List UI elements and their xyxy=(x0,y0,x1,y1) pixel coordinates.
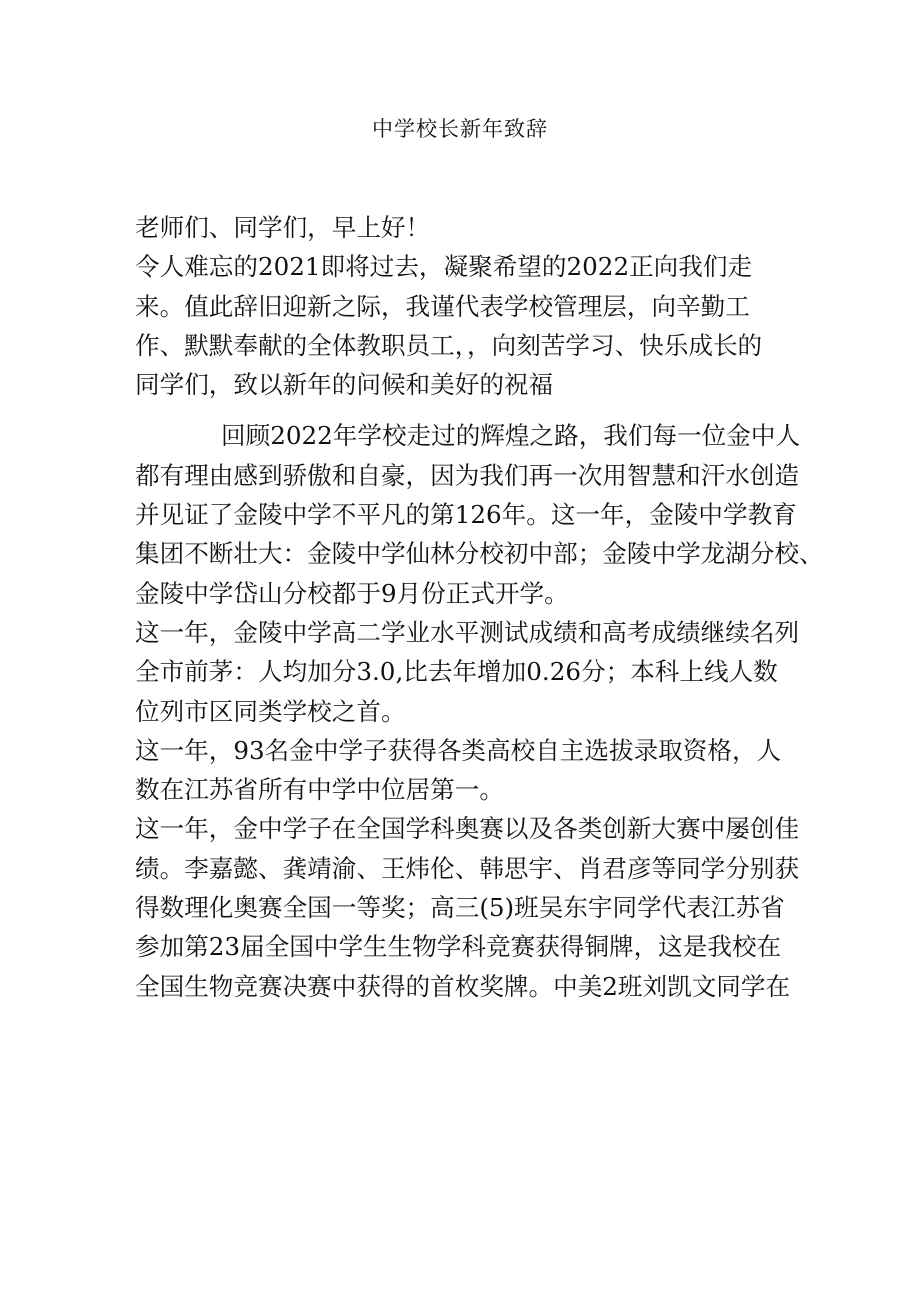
paragraph-line: 绩。李嘉懿、龚靖渝、王炜伦、韩思宇、肖君彦等同学分别获 xyxy=(135,853,800,883)
paragraph-line: 并见证了金陵中学不平凡的第126年。这一年，金陵中学教育 xyxy=(135,500,797,530)
paragraph-line: 这一年，金陵中学高二学业水平测试成绩和高考成绩继续名列 xyxy=(135,617,800,647)
paragraph-line: 同学们，致以新年的问候和美好的祝福 xyxy=(135,370,554,400)
greeting-line: 老师们、同学们，早上好！ xyxy=(135,213,431,242)
document-body xyxy=(135,208,824,1006)
paragraph-line: 数在江苏省所有中学中位居第一。 xyxy=(135,775,504,805)
paragraph-line: 得数理化奥赛全国一等奖；高三(5)班吴东宇同学代表江苏省 xyxy=(135,893,785,923)
paragraph-line: 集团不断壮大：金陵中学仙林分校初中部；金陵中学龙湖分校、 xyxy=(135,539,824,569)
paragraph-line: 令人难忘的2021即将过去，凝聚希望的2022正向我们走 xyxy=(135,252,753,282)
document-title: 中学校长新年致辞 xyxy=(372,117,548,141)
paragraph-line: 作、默默奉献的全体教职员工，，向刻苦学习、快乐成长的 xyxy=(135,330,763,360)
paragraph-line: 回顾2022年学校走过的辉煌之路，我们每一位金中人 xyxy=(221,421,801,451)
paragraph-line: 全国生物竞赛决赛中获得的首枚奖牌。中美2班刘凯文同学在 xyxy=(135,971,791,1001)
paragraph-line: 全市前茅：人均加分3.0,比去年增加0.26分；本科上线人数 xyxy=(135,657,778,687)
paragraph-line: 都有理由感到骄傲和自豪，因为我们再一次用智慧和汗水创造 xyxy=(135,460,800,490)
paragraph-line: 这一年，93名金中学子获得各类高校自主选拔录取资格，人 xyxy=(135,735,782,765)
paragraph-line: 参加第23届全国中学生生物学科竞赛获得铜牌，这是我校在 xyxy=(135,932,782,962)
paragraph-line: 这一年，金中学子在全国学科奥赛以及各类创新大赛中屡创佳 xyxy=(135,814,800,844)
paragraph-line: 位列市区同类学校之首。 xyxy=(135,696,406,726)
paragraph-line: 金陵中学岱山分校都于9月份正式开学。 xyxy=(135,578,569,608)
paragraph-line: 来。值此辞旧迎新之际，我谨代表学校管理层，向辛勤工 xyxy=(135,291,750,321)
